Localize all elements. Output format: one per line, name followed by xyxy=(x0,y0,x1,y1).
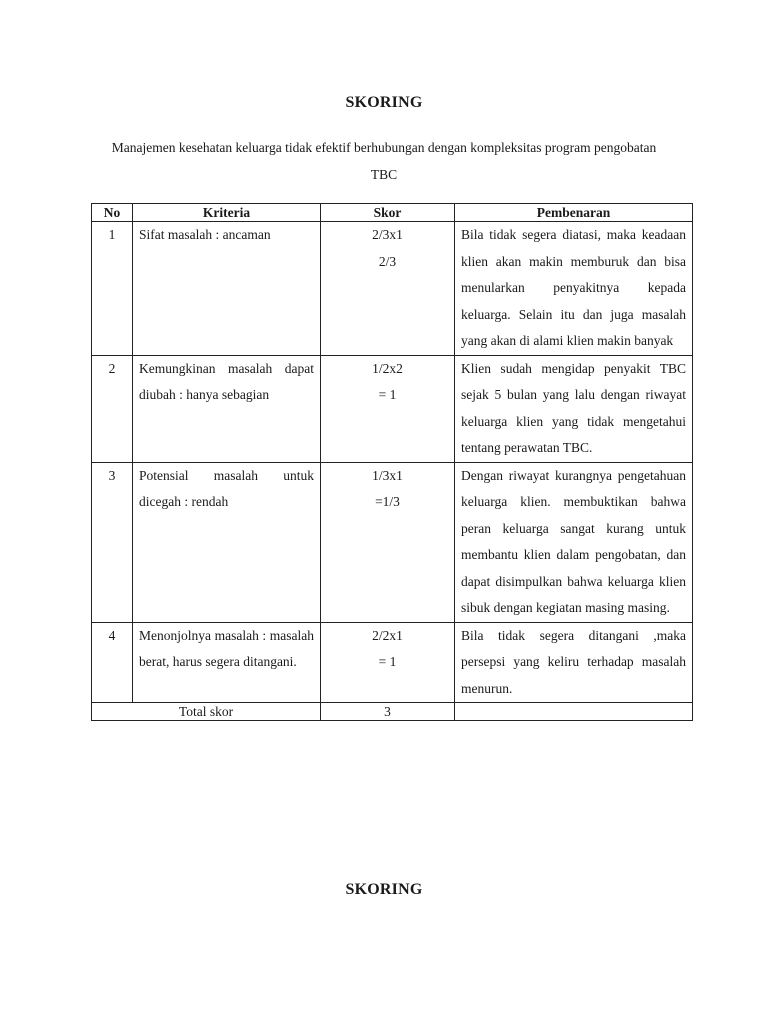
next-page-title: SKORING xyxy=(345,881,423,898)
cell-pembenaran: Klien sudah mengidap penyakit TBC sejak 5 bulan yang lalu dengan riwayat keluarga klien yang tidak mengetahui tentang perawatan TBC. xyxy=(455,355,693,462)
page-title: SKORING xyxy=(345,94,423,111)
scoring-table xyxy=(91,203,693,721)
table-row xyxy=(92,622,693,703)
table-row xyxy=(92,355,693,462)
total-value: 3 xyxy=(321,703,455,721)
cell-skor xyxy=(321,622,455,703)
document-subtitle: Manajemen kesehatan keluarga tidak efektif berhubungan dengan kompleksitas program pengobatan TBC xyxy=(111,140,657,182)
cell-kriteria: Potensial masalah untuk dicegah : rendah xyxy=(133,462,321,622)
cell-no: 4 xyxy=(92,622,133,703)
table-row xyxy=(92,222,693,356)
total-label: Total skor xyxy=(92,703,321,721)
skor-result: = 1 xyxy=(378,387,397,402)
header-pembenaran: Pembenaran xyxy=(455,204,693,222)
skor-formula: 1/2x2 xyxy=(372,360,403,376)
total-row xyxy=(92,703,693,721)
cell-kriteria: Sifat masalah : ancaman xyxy=(133,222,321,356)
header-kriteria: Kriteria xyxy=(133,204,321,222)
skor-result: =1/3 xyxy=(375,494,400,509)
cell-no: 1 xyxy=(92,222,133,356)
cell-skor xyxy=(321,355,455,462)
skor-formula: 2/3x1 xyxy=(372,227,403,242)
table-row xyxy=(92,462,693,622)
cell-kriteria: Kemungkinan masalah dapat diubah : hanya sebagian xyxy=(133,355,321,462)
cell-pembenaran: Bila tidak segera diatasi, maka keadaan klien akan makin memburuk dan bisa menularkan penyakitnya kepada keluarga. Selain itu dan juga masalah yang akan di alami klien makin banyak xyxy=(455,222,693,356)
cell-no: 3 xyxy=(92,462,133,622)
cell-no: 2 xyxy=(92,355,133,462)
table-header-row xyxy=(92,204,693,222)
skor-formula: 1/3x1 xyxy=(372,467,403,483)
skor-result: 2/3 xyxy=(378,253,397,269)
total-pembenaran xyxy=(455,703,693,721)
header-skor: Skor xyxy=(321,204,455,222)
cell-skor xyxy=(321,462,455,622)
cell-kriteria: Menonjolnya masalah : masalah berat, harus segera ditangani. xyxy=(133,622,321,703)
skor-formula: 2/2x1 xyxy=(372,627,403,643)
skor-result: = 1 xyxy=(378,654,397,669)
cell-skor xyxy=(321,222,455,356)
header-no: No xyxy=(92,204,133,222)
cell-pembenaran: Dengan riwayat kurangnya pengetahuan keluarga klien. membuktikan bahwa peran keluarga sangat kurang untuk membantu klien dalam pengobatan, dan dapat disimpulkan bahwa keluarga klien sibuk dengan kegiatan masing masing. xyxy=(455,462,693,622)
cell-pembenaran: Bila tidak segera ditangani ,maka persepsi yang keliru terhadap masalah menurun. xyxy=(455,622,693,703)
